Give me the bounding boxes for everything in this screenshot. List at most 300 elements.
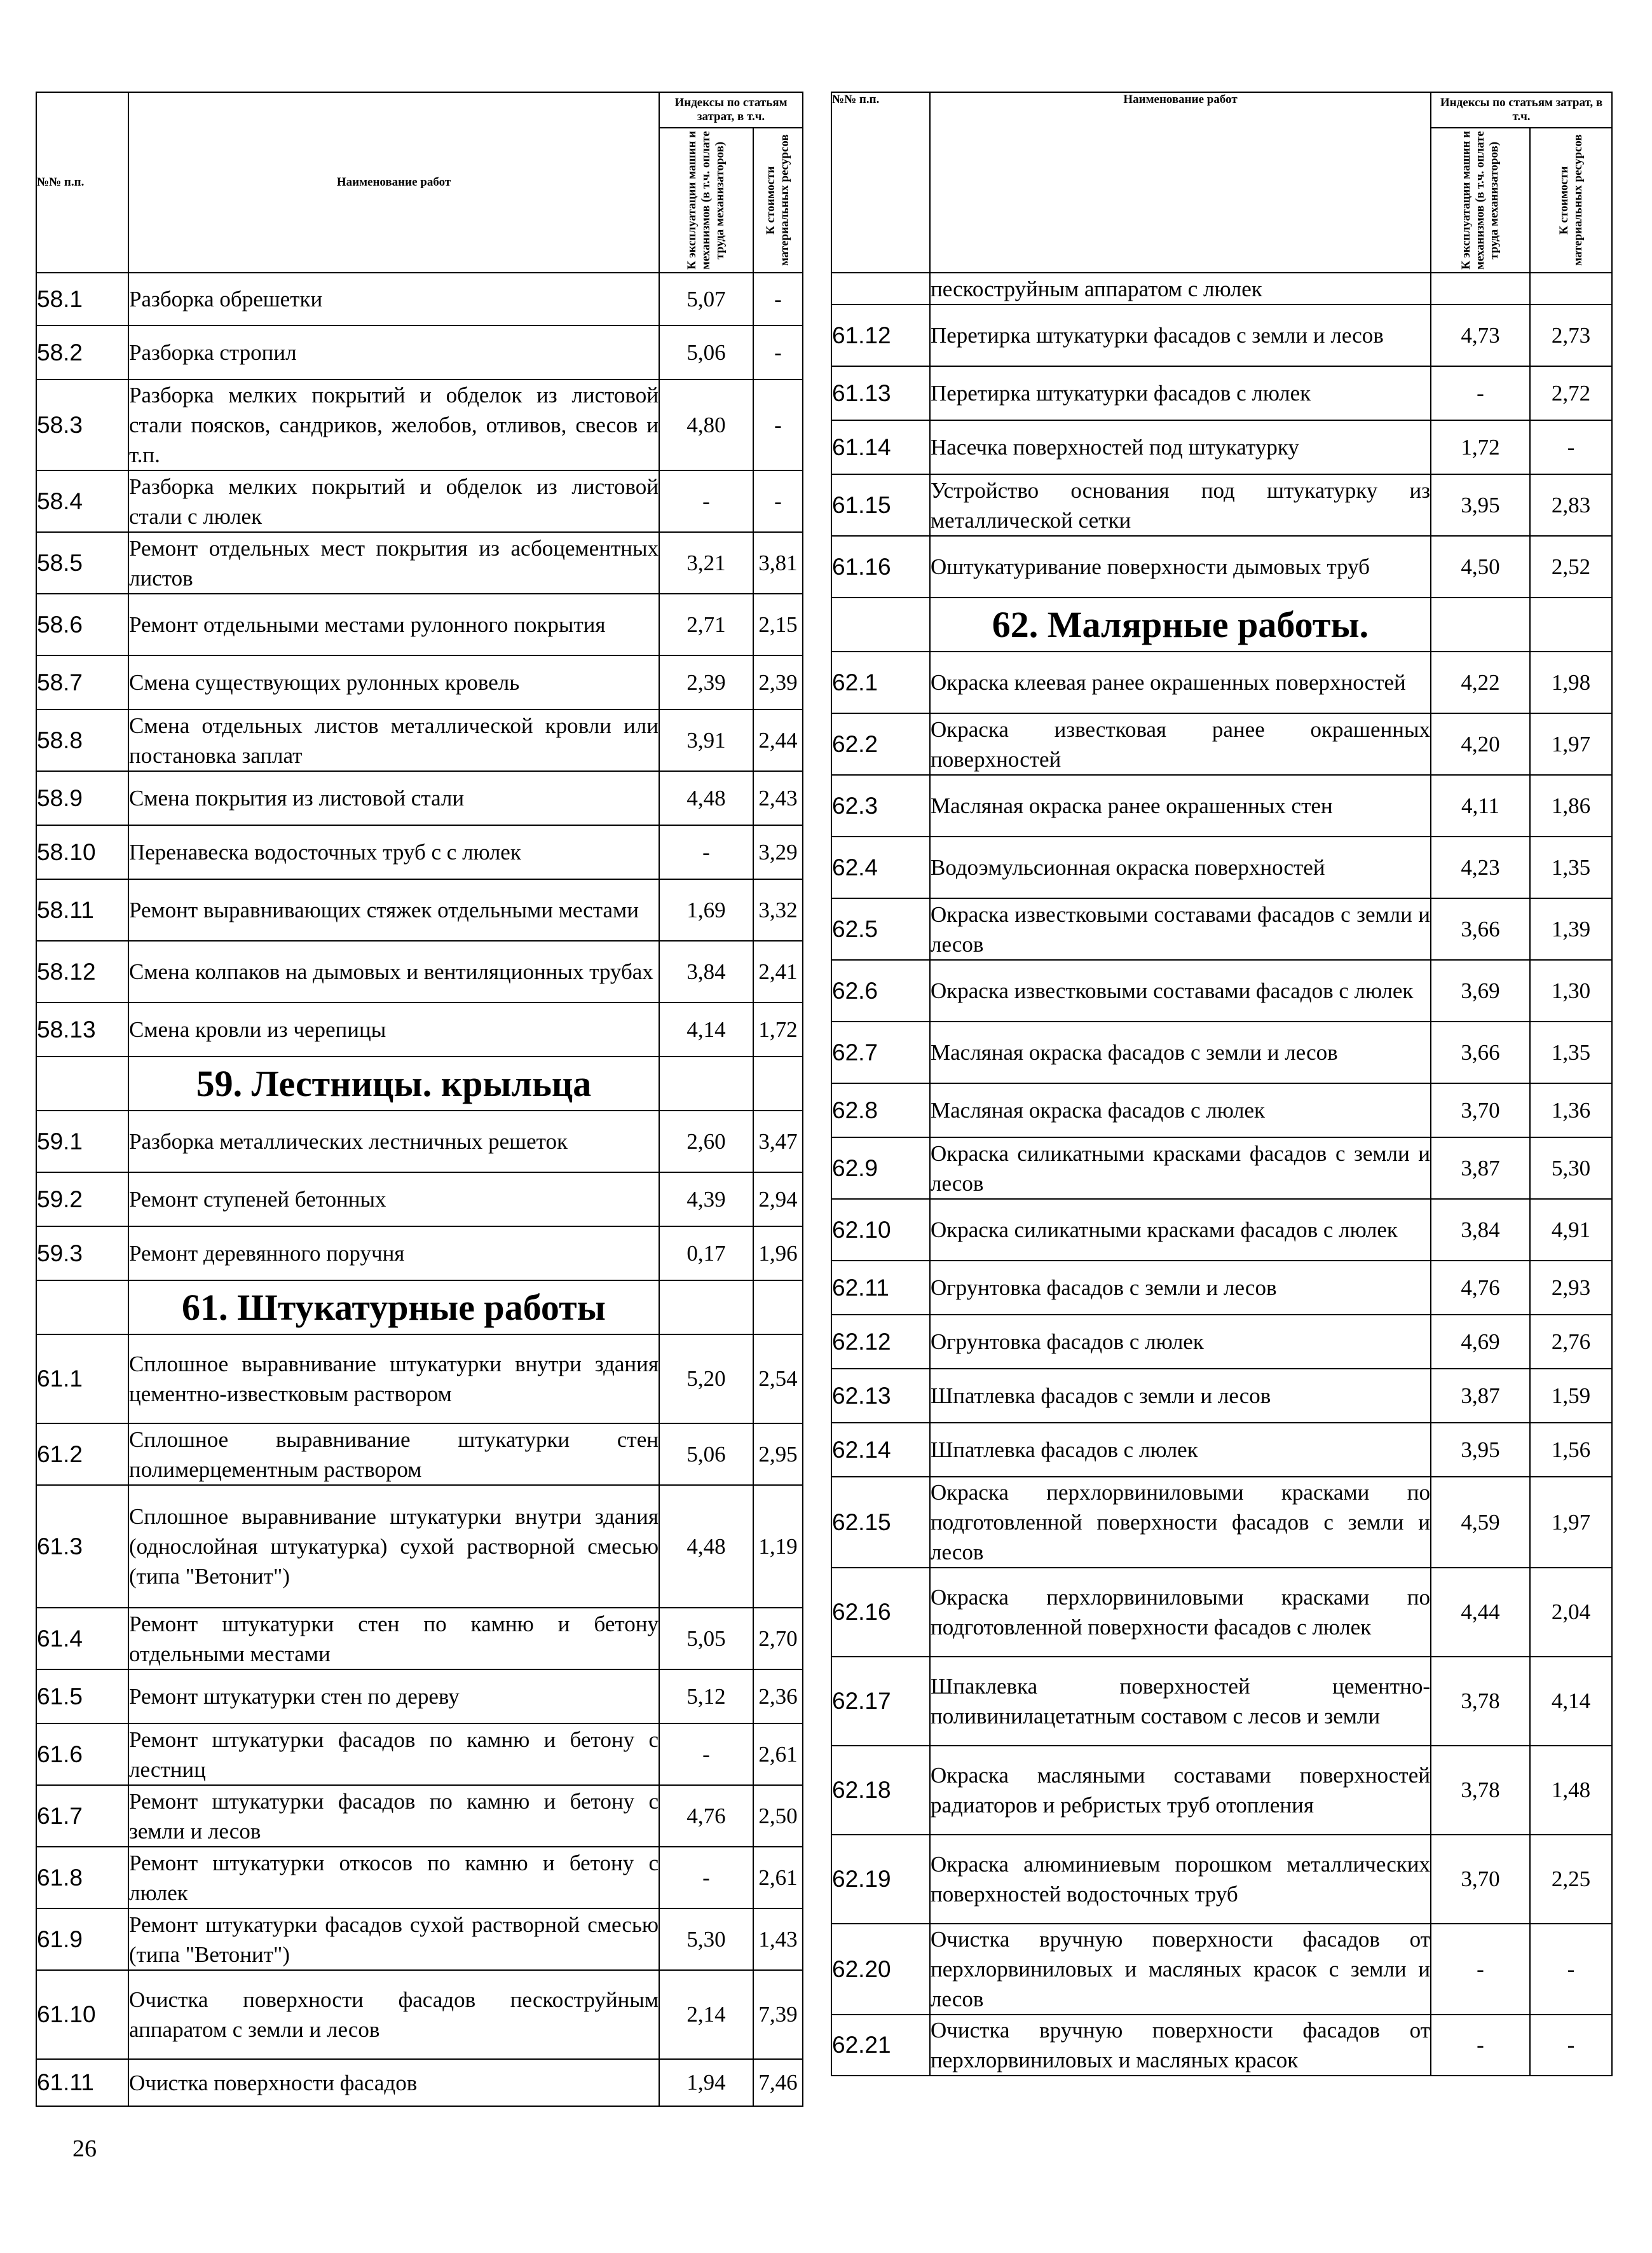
machine-index: 5,05: [659, 1608, 753, 1669]
row-number: 61.15: [831, 474, 930, 536]
materials-index: -: [753, 380, 803, 470]
table-row: [36, 771, 803, 825]
machine-index: 4,22: [1431, 652, 1530, 713]
table-row: [831, 366, 1612, 420]
machine-index: 3,70: [1431, 1835, 1530, 1924]
work-name: Масляная окраска ранее окрашенных стен: [930, 775, 1431, 837]
row-number: 62.1: [831, 652, 930, 713]
machine-index: -: [659, 1723, 753, 1785]
table-row: [831, 2015, 1612, 2076]
row-number: 58.10: [36, 825, 128, 879]
row-number: 62.14: [831, 1423, 930, 1477]
work-name: Смена отдельных листов металлической кровли или постановка заплат: [128, 709, 659, 771]
work-name: Разборка мелких покрытий и обделок из листовой стали с люлек: [128, 470, 659, 532]
machine-index: 4,76: [659, 1785, 753, 1847]
table-row: [36, 1723, 803, 1785]
materials-index: -: [753, 325, 803, 380]
work-name: Масляная окраска фасадов с люлек: [930, 1083, 1431, 1137]
table-row: [36, 2059, 803, 2106]
row-number: 62.10: [831, 1199, 930, 1261]
row-number: 61.10: [36, 1970, 128, 2059]
table-row: [36, 1423, 803, 1485]
materials-index: 2,25: [1530, 1835, 1612, 1924]
materials-index: 1,97: [1530, 1477, 1612, 1568]
row-number: 61.12: [831, 305, 930, 366]
table-row: [36, 1908, 803, 1970]
work-name: Ремонт штукатурки фасадов по камню и бетону с лестниц: [128, 1723, 659, 1785]
header-name: Наименование работ: [930, 92, 1431, 273]
row-number: 62.4: [831, 837, 930, 898]
table-row: [831, 1835, 1612, 1924]
table-row: [36, 532, 803, 594]
table-row: [36, 1226, 803, 1280]
table-row: [831, 273, 1612, 305]
materials-index: 2,44: [753, 709, 803, 771]
materials-index: 1,56: [1530, 1423, 1612, 1477]
materials-index: 3,81: [753, 532, 803, 594]
machine-index: 3,78: [1431, 1657, 1530, 1746]
machine-index: 3,21: [659, 532, 753, 594]
materials-index: 2,36: [753, 1669, 803, 1723]
machine-index: 3,66: [1431, 1022, 1530, 1083]
table-row: [36, 1334, 803, 1423]
machine-index: 3,87: [1431, 1137, 1530, 1199]
work-name: Ремонт штукатурки откосов по камню и бетону с люлек: [128, 1847, 659, 1908]
machine-index: 3,87: [1431, 1369, 1530, 1423]
materials-index: 2,41: [753, 941, 803, 1003]
section-num-cell: [831, 598, 930, 652]
materials-index: 1,72: [753, 1003, 803, 1057]
work-name: Сплошное выравнивание штукатурки стен полимерцементным раствором: [128, 1423, 659, 1485]
row-number: 58.3: [36, 380, 128, 470]
row-number: 62.20: [831, 1924, 930, 2015]
table-row: [36, 1970, 803, 2059]
row-number: 59.2: [36, 1172, 128, 1226]
section-heading-row: [36, 1280, 803, 1334]
materials-index: 2,50: [753, 1785, 803, 1847]
left-price-index-table: [36, 92, 803, 2107]
work-name: Перетирка штукатурки фасадов с земли и лесов: [930, 305, 1431, 366]
work-name: Устройство основания под штукатурку из металлической сетки: [930, 474, 1431, 536]
table-row: [36, 273, 803, 325]
table-row: [831, 1261, 1612, 1315]
row-number: 62.11: [831, 1261, 930, 1315]
table-row: [36, 1003, 803, 1057]
section-title: 61. Штукатурные работы: [128, 1280, 659, 1334]
table-row: [831, 1199, 1612, 1261]
row-number: 61.14: [831, 420, 930, 474]
row-number: 62.18: [831, 1746, 930, 1835]
table-row: [36, 1669, 803, 1723]
left-table-body: [36, 273, 803, 2106]
work-name: Разборка обрешетки: [128, 273, 659, 325]
materials-index: 3,47: [753, 1111, 803, 1172]
machine-index: 3,78: [1431, 1746, 1530, 1835]
work-name: Ремонт деревянного поручня: [128, 1226, 659, 1280]
machine-index: 4,76: [1431, 1261, 1530, 1315]
header-machine-col: К эксплуатации машин и механизмов (в т.ч. оплате труда механизаторов): [1431, 128, 1530, 273]
work-name: Шпаклевка поверхностей цементно-поливинилацетатным составом с лесов и земли: [930, 1657, 1431, 1746]
work-name: Окраска перхлорвиниловыми красками по подготовленной поверхности фасадов с люлек: [930, 1568, 1431, 1657]
machine-index: 2,60: [659, 1111, 753, 1172]
work-name: Ремонт штукатурки фасадов по камню и бетону с земли и лесов: [128, 1785, 659, 1847]
section-num-cell: [36, 1057, 128, 1111]
work-name: Ремонт отдельными местами рулонного покрытия: [128, 594, 659, 655]
work-name: Очистка поверхности фасадов: [128, 2059, 659, 2106]
header-machine-col: К эксплуатации машин и механизмов (в т.ч. оплате труда механизаторов): [659, 128, 753, 273]
table-row: [831, 1315, 1612, 1369]
materials-index: 2,61: [753, 1723, 803, 1785]
table-row: [36, 879, 803, 941]
row-number: 58.8: [36, 709, 128, 771]
work-name: Огрунтовка фасадов с люлек: [930, 1315, 1431, 1369]
row-number: 58.5: [36, 532, 128, 594]
machine-index: 3,95: [1431, 474, 1530, 536]
machine-index: 4,11: [1431, 775, 1530, 837]
work-name: Ремонт штукатурки фасадов сухой растворной смесью (типа "Ветонит"): [128, 1908, 659, 1970]
table-row: [831, 960, 1612, 1022]
row-number: 61.3: [36, 1485, 128, 1608]
machine-index: 5,30: [659, 1908, 753, 1970]
row-number: 61.6: [36, 1723, 128, 1785]
materials-index: -: [753, 273, 803, 325]
work-name: Перетирка штукатурки фасадов с люлек: [930, 366, 1431, 420]
materials-index: 1,35: [1530, 837, 1612, 898]
materials-index: 1,19: [753, 1485, 803, 1608]
table-row: [36, 1172, 803, 1226]
machine-index: 3,66: [1431, 898, 1530, 960]
table-row: [831, 837, 1612, 898]
materials-index: 7,46: [753, 2059, 803, 2106]
table-row: [831, 536, 1612, 598]
table-row: [831, 775, 1612, 837]
materials-index: 1,86: [1530, 775, 1612, 837]
machine-index: 3,95: [1431, 1423, 1530, 1477]
materials-index: [1530, 273, 1612, 305]
materials-index: 3,29: [753, 825, 803, 879]
work-name: Смена колпаков на дымовых и вентиляционных трубах: [128, 941, 659, 1003]
work-name: Окраска клеевая ранее окрашенных поверхностей: [930, 652, 1431, 713]
row-number: 58.9: [36, 771, 128, 825]
work-name: Окраска силикатными красками фасадов с земли и лесов: [930, 1137, 1431, 1199]
machine-index: 4,44: [1431, 1568, 1530, 1657]
row-number: 62.21: [831, 2015, 930, 2076]
machine-index: [1431, 273, 1530, 305]
materials-index: 1,98: [1530, 652, 1612, 713]
materials-index: 2,94: [753, 1172, 803, 1226]
work-name: Ремонт ступеней бетонных: [128, 1172, 659, 1226]
row-number: 61.4: [36, 1608, 128, 1669]
table-row: [831, 1369, 1612, 1423]
materials-index: 1,48: [1530, 1746, 1612, 1835]
materials-index: 2,61: [753, 1847, 803, 1908]
header-name: Наименование работ: [128, 92, 659, 273]
materials-index: 2,73: [1530, 305, 1612, 366]
table-row: [831, 305, 1612, 366]
machine-index: 5,06: [659, 325, 753, 380]
work-name: Перенавеска водосточных труб с с люлек: [128, 825, 659, 879]
row-number: 58.2: [36, 325, 128, 380]
materials-index: 2,72: [1530, 366, 1612, 420]
machine-index: -: [659, 470, 753, 532]
row-number: 62.15: [831, 1477, 930, 1568]
materials-index: 2,83: [1530, 474, 1612, 536]
work-name: Ремонт штукатурки стен по камню и бетону отдельными местами: [128, 1608, 659, 1669]
table-row: [831, 1657, 1612, 1746]
table-row: [36, 941, 803, 1003]
row-number: 61.13: [831, 366, 930, 420]
machine-index: 0,17: [659, 1226, 753, 1280]
machine-index: -: [1431, 1924, 1530, 2015]
work-name: Смена существующих рулонных кровель: [128, 655, 659, 709]
materials-index: 2,43: [753, 771, 803, 825]
machine-index: 3,84: [659, 941, 753, 1003]
row-number: 58.7: [36, 655, 128, 709]
table-row: [36, 825, 803, 879]
materials-index: -: [753, 470, 803, 532]
machine-index: -: [1431, 366, 1530, 420]
table-row: [36, 1608, 803, 1669]
row-number: 62.8: [831, 1083, 930, 1137]
materials-index: 2,70: [753, 1608, 803, 1669]
work-name: Разборка стропил: [128, 325, 659, 380]
work-name: Окраска силикатными красками фасадов с люлек: [930, 1199, 1431, 1261]
machine-index: 3,91: [659, 709, 753, 771]
table-row: [831, 420, 1612, 474]
row-number: 58.13: [36, 1003, 128, 1057]
work-name: Насечка поверхностей под штукатурку: [930, 420, 1431, 474]
row-number: 62.12: [831, 1315, 930, 1369]
table-row: [36, 1485, 803, 1608]
row-number: 62.5: [831, 898, 930, 960]
machine-index: 4,69: [1431, 1315, 1530, 1369]
table-row: [36, 1785, 803, 1847]
materials-index: 2,93: [1530, 1261, 1612, 1315]
work-name: Огрунтовка фасадов с земли и лесов: [930, 1261, 1431, 1315]
table-row: [36, 470, 803, 532]
machine-index: 3,70: [1431, 1083, 1530, 1137]
row-number: 62.2: [831, 713, 930, 775]
section-heading-row: [831, 598, 1612, 652]
work-name: Смена покрытия из листовой стали: [128, 771, 659, 825]
row-number: 58.12: [36, 941, 128, 1003]
header-index-group: Индексы по статьям затрат, в т.ч.: [1431, 92, 1612, 128]
header-num: №№ п.п.: [36, 92, 128, 273]
row-number: 62.16: [831, 1568, 930, 1657]
right-price-index-table: [831, 92, 1613, 2076]
machine-index: 4,48: [659, 1485, 753, 1608]
work-name: Шпатлевка фасадов с земли и лесов: [930, 1369, 1431, 1423]
materials-index: 1,35: [1530, 1022, 1612, 1083]
work-name: Окраска известковыми составами фасадов с земли и лесов: [930, 898, 1431, 960]
machine-index: 4,23: [1431, 837, 1530, 898]
materials-index: -: [1530, 420, 1612, 474]
machine-index: 4,20: [1431, 713, 1530, 775]
materials-index: -: [1530, 2015, 1612, 2076]
table-row: [831, 1924, 1612, 2015]
work-name: Ремонт штукатурки стен по дереву: [128, 1669, 659, 1723]
machine-index: 4,39: [659, 1172, 753, 1226]
table-row: [831, 1568, 1612, 1657]
row-number: 58.6: [36, 594, 128, 655]
row-number: 59.3: [36, 1226, 128, 1280]
materials-index: 2,15: [753, 594, 803, 655]
machine-index: 1,72: [1431, 420, 1530, 474]
row-number: 61.2: [36, 1423, 128, 1485]
table-row: [831, 474, 1612, 536]
machine-index: 1,94: [659, 2059, 753, 2106]
materials-index: 2,39: [753, 655, 803, 709]
table-row: [831, 1477, 1612, 1568]
row-number: 62.19: [831, 1835, 930, 1924]
work-name: Шпатлевка фасадов с люлек: [930, 1423, 1431, 1477]
work-name: Сплошное выравнивание штукатурки внутри здания цементно-известковым раствором: [128, 1334, 659, 1423]
section-heading-row: [36, 1057, 803, 1111]
machine-index: 3,84: [1431, 1199, 1530, 1261]
header-num: №№ п.п.: [831, 92, 930, 273]
row-number: 61.7: [36, 1785, 128, 1847]
row-number: 61.1: [36, 1334, 128, 1423]
work-name: Ремонт отдельных мест покрытия из асбоцементных листов: [128, 532, 659, 594]
section-title: 59. Лестницы. крыльца: [128, 1057, 659, 1111]
table-row: [36, 1111, 803, 1172]
work-name: Окраска известковыми составами фасадов с люлек: [930, 960, 1431, 1022]
row-number: 62.17: [831, 1657, 930, 1746]
row-number: 58.11: [36, 879, 128, 941]
row-number: 58.4: [36, 470, 128, 532]
section-empty-cell: [753, 1057, 803, 1111]
table-row: [831, 1083, 1612, 1137]
table-row: [831, 1746, 1612, 1835]
work-name: Очистка вручную поверхности фасадов от перхлорвиниловых и масляных красок: [930, 2015, 1431, 2076]
row-number: 62.3: [831, 775, 930, 837]
materials-index: 1,36: [1530, 1083, 1612, 1137]
row-number: 58.1: [36, 273, 128, 325]
work-name: Сплошное выравнивание штукатурки внутри здания (однослойная штукатурка) сухой растворной смесью (типа "Ветонит"): [128, 1485, 659, 1608]
section-empty-cell: [753, 1280, 803, 1334]
section-num-cell: [36, 1280, 128, 1334]
machine-index: 1,69: [659, 879, 753, 941]
machine-index: 5,20: [659, 1334, 753, 1423]
work-name: Водоэмульсионная окраска поверхностей: [930, 837, 1431, 898]
machine-index: 4,48: [659, 771, 753, 825]
materials-index: 1,30: [1530, 960, 1612, 1022]
header-materials-col: К стоимости материальных ресурсов: [1530, 128, 1612, 273]
table-row: [36, 709, 803, 771]
row-number: [831, 273, 930, 305]
machine-index: 4,80: [659, 380, 753, 470]
table-row: [36, 655, 803, 709]
materials-index: 1,59: [1530, 1369, 1612, 1423]
work-name: Очистка поверхности фасадов пескоструйным аппаратом с земли и лесов: [128, 1970, 659, 2059]
table-row: [831, 652, 1612, 713]
work-name: Окраска масляными составами поверхностей радиаторов и ребристых труб отопления: [930, 1746, 1431, 1835]
materials-index: 3,32: [753, 879, 803, 941]
materials-index: 2,76: [1530, 1315, 1612, 1369]
table-row: [831, 1137, 1612, 1199]
row-number: 62.9: [831, 1137, 930, 1199]
materials-index: 1,39: [1530, 898, 1612, 960]
table-row: [36, 325, 803, 380]
machine-index: 4,50: [1431, 536, 1530, 598]
machine-index: 4,59: [1431, 1477, 1530, 1568]
section-title: 62. Малярные работы.: [930, 598, 1431, 652]
row-number: 59.1: [36, 1111, 128, 1172]
row-number: 62.13: [831, 1369, 930, 1423]
section-empty-cell: [1431, 598, 1530, 652]
table-row: [36, 380, 803, 470]
row-number: 61.9: [36, 1908, 128, 1970]
work-name: Окраска известковая ранее окрашенных поверхностей: [930, 713, 1431, 775]
page-number: 26: [72, 2135, 97, 2162]
row-number: 62.7: [831, 1022, 930, 1083]
table-row: [831, 898, 1612, 960]
materials-index: 2,95: [753, 1423, 803, 1485]
work-name: Разборка металлических лестничных решеток: [128, 1111, 659, 1172]
section-empty-cell: [659, 1057, 753, 1111]
materials-index: 2,52: [1530, 536, 1612, 598]
table-row: [36, 594, 803, 655]
machine-index: 4,14: [659, 1003, 753, 1057]
right-table-body: [831, 273, 1612, 2076]
header-index-group: Индексы по статьям затрат, в т.ч.: [659, 92, 803, 128]
materials-index: 1,97: [1530, 713, 1612, 775]
work-name: пескоструйным аппаратом с люлек: [930, 273, 1431, 305]
machine-index: 5,07: [659, 273, 753, 325]
work-name: Смена кровли из черепицы: [128, 1003, 659, 1057]
machine-index: 5,06: [659, 1423, 753, 1485]
machine-index: 2,71: [659, 594, 753, 655]
work-name: Окраска алюминиевым порошком металлических поверхностей водосточных труб: [930, 1835, 1431, 1924]
table-row: [831, 713, 1612, 775]
work-name: Оштукатуривание поверхности дымовых труб: [930, 536, 1431, 598]
machine-index: -: [659, 1847, 753, 1908]
work-name: Разборка мелких покрытий и обделок из листовой стали поясков, сандриков, желобов, отливов, свесов и т.п.: [128, 380, 659, 470]
row-number: 61.5: [36, 1669, 128, 1723]
materials-index: 2,54: [753, 1334, 803, 1423]
work-name: Очистка вручную поверхности фасадов от перхлорвиниловых и масляных красок с земли и лесов: [930, 1924, 1431, 2015]
machine-index: 4,73: [1431, 305, 1530, 366]
row-number: 61.11: [36, 2059, 128, 2106]
materials-index: 4,91: [1530, 1199, 1612, 1261]
work-name: Окраска перхлорвиниловыми красками по подготовленной поверхности фасадов с земли и лесов: [930, 1477, 1431, 1568]
materials-index: 4,14: [1530, 1657, 1612, 1746]
work-name: Масляная окраска фасадов с земли и лесов: [930, 1022, 1431, 1083]
materials-index: 2,04: [1530, 1568, 1612, 1657]
header-materials-col: К стоимости материальных ресурсов: [753, 128, 803, 273]
materials-index: 1,96: [753, 1226, 803, 1280]
row-number: 62.6: [831, 960, 930, 1022]
section-empty-cell: [659, 1280, 753, 1334]
machine-index: 3,69: [1431, 960, 1530, 1022]
machine-index: 2,39: [659, 655, 753, 709]
materials-index: 7,39: [753, 1970, 803, 2059]
materials-index: 5,30: [1530, 1137, 1612, 1199]
machine-index: -: [659, 825, 753, 879]
section-empty-cell: [1530, 598, 1612, 652]
table-row: [831, 1423, 1612, 1477]
machine-index: 5,12: [659, 1669, 753, 1723]
materials-index: 1,43: [753, 1908, 803, 1970]
table-row: [831, 1022, 1612, 1083]
machine-index: -: [1431, 2015, 1530, 2076]
table-row: [36, 1847, 803, 1908]
work-name: Ремонт выравнивающих стяжек отдельными местами: [128, 879, 659, 941]
row-number: 61.16: [831, 536, 930, 598]
machine-index: 2,14: [659, 1970, 753, 2059]
materials-index: -: [1530, 1924, 1612, 2015]
row-number: 61.8: [36, 1847, 128, 1908]
